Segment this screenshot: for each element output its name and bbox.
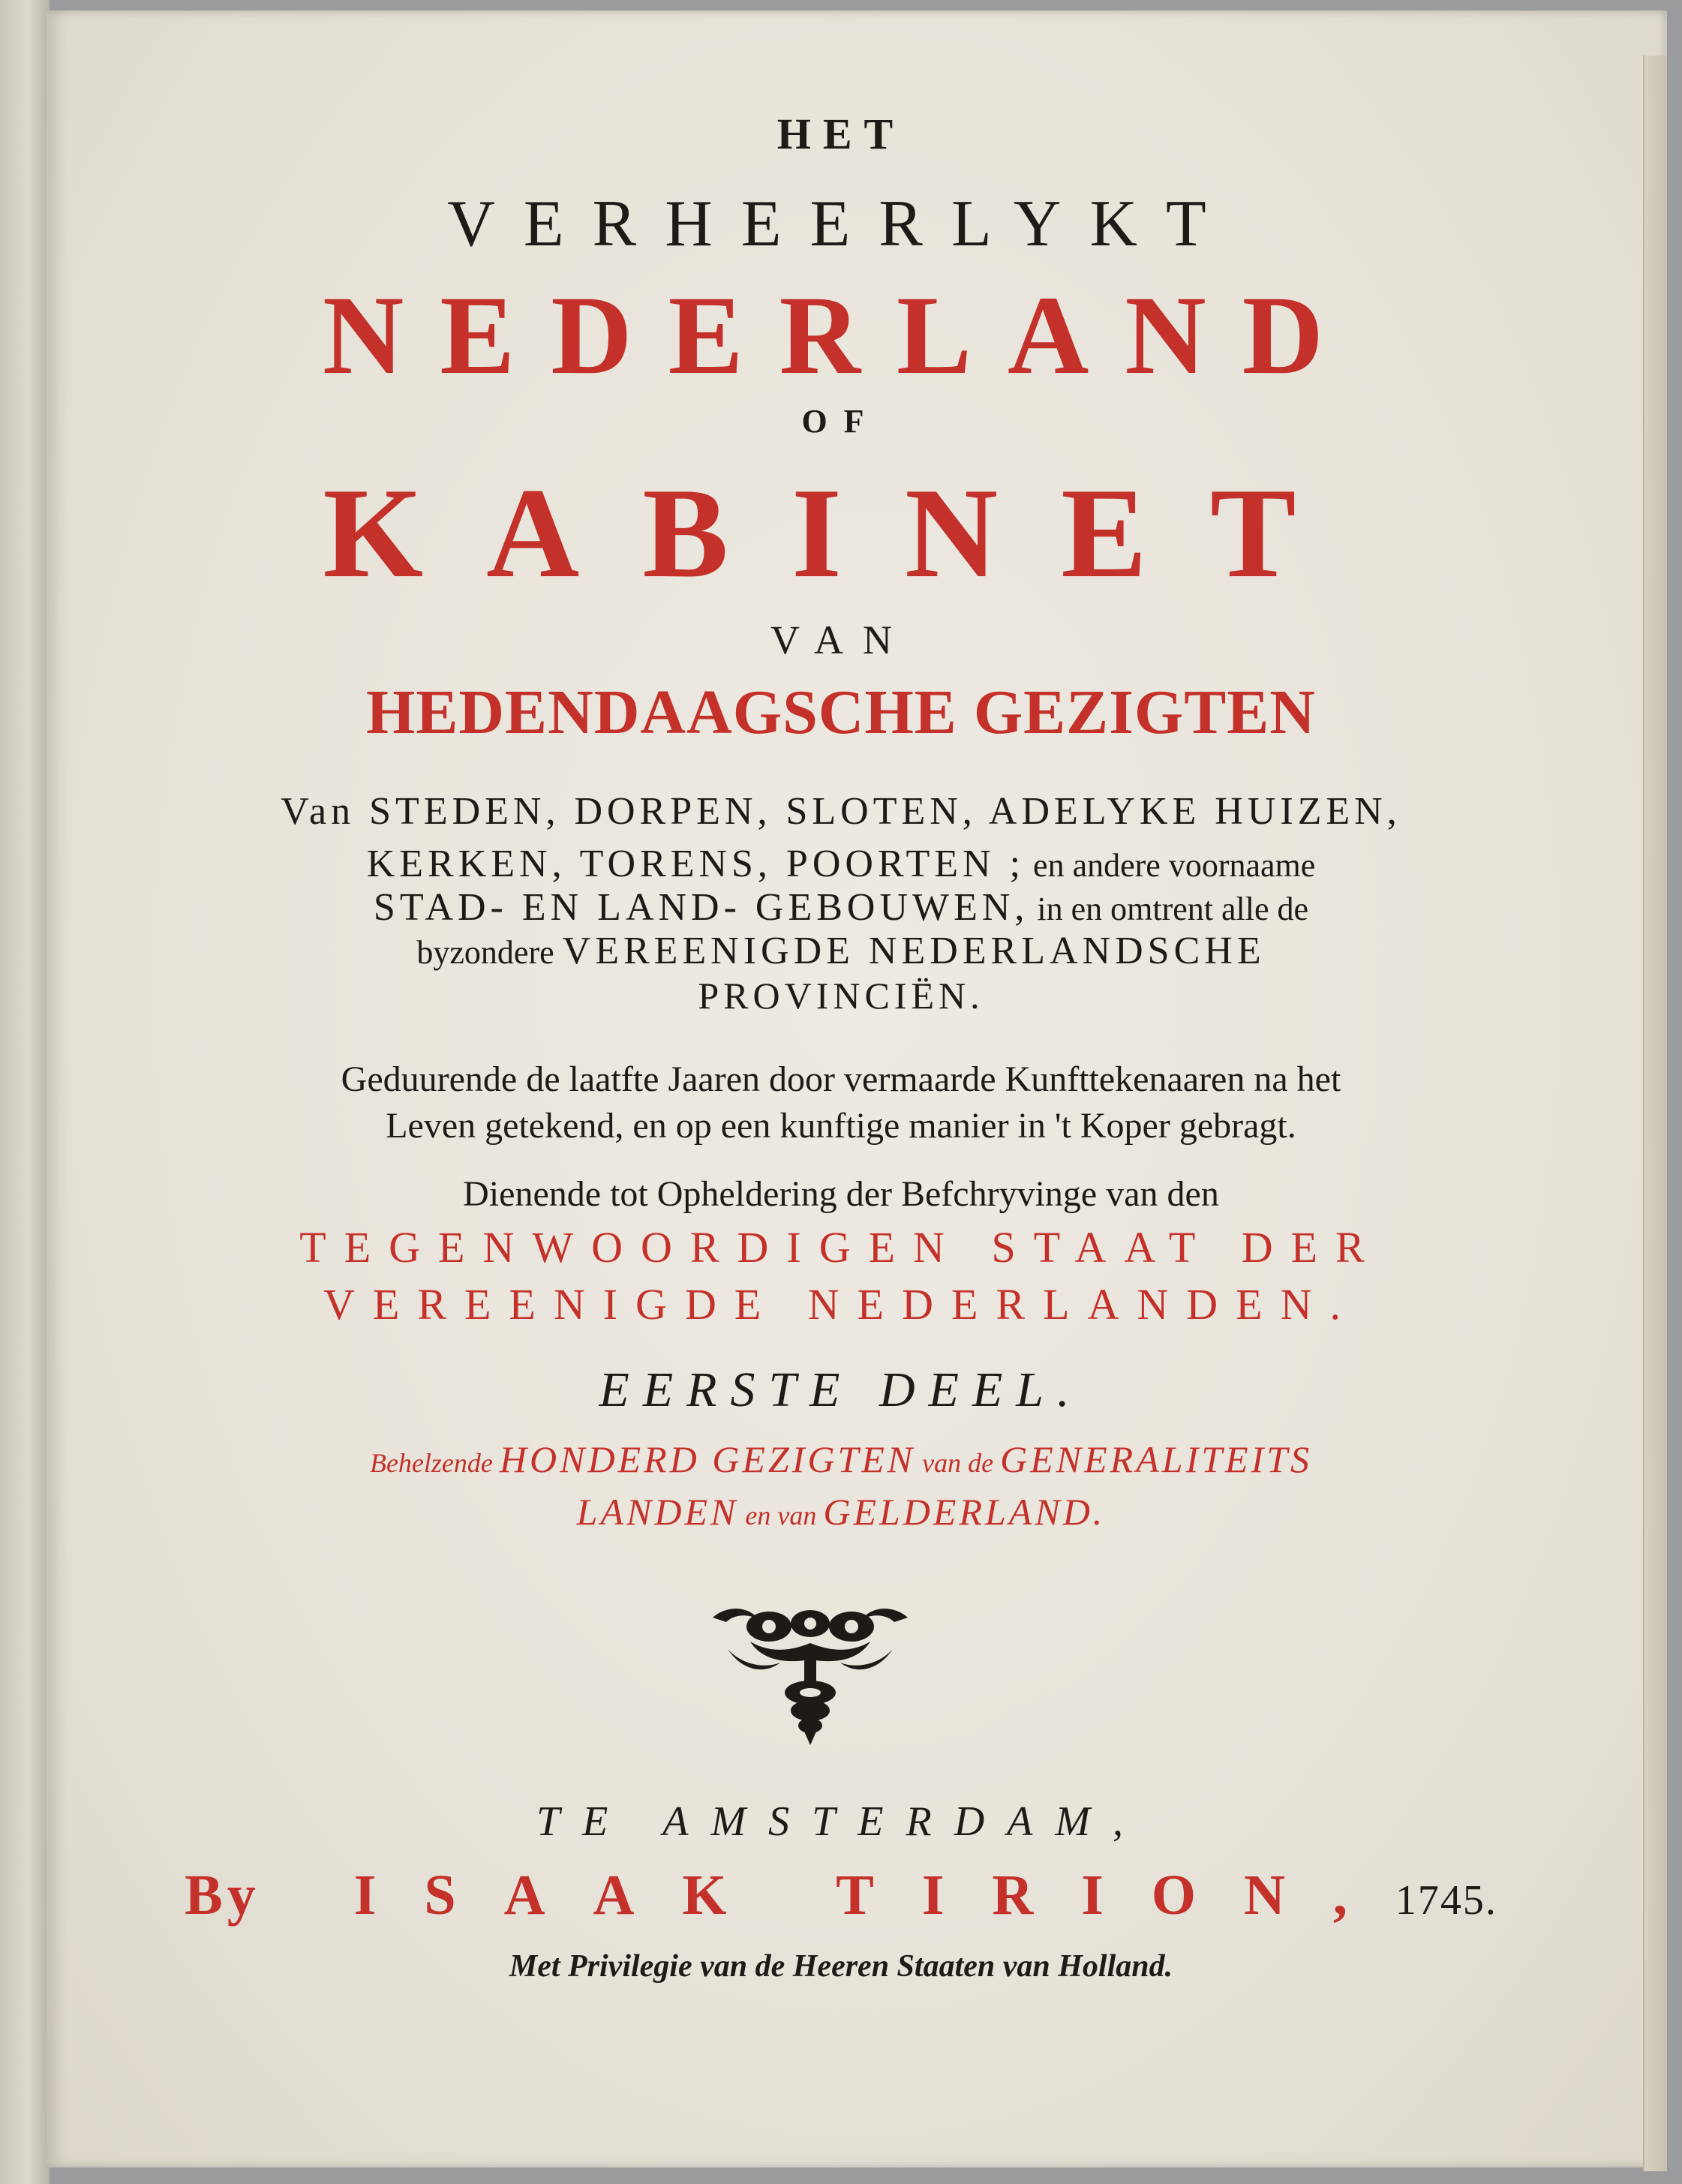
red-line-vereenigde: VEREENIGDE NEDERLANDEN. [323, 1280, 1359, 1329]
title-hedendaagsche-gezigten: HEDENDAAGSCHE GEZIGTEN [366, 677, 1316, 747]
subtitle-line-3-caps: STAD- EN LAND- GEBOUWEN, [373, 886, 1029, 929]
title-of: OF [801, 403, 881, 440]
subtitle-line-3 [0, 888, 1682, 927]
contents-line-1-a: Behelzende [369, 1448, 500, 1478]
title-kabinet: KABINET [323, 462, 1359, 605]
contents-line-1-b: HONDERD GEZIGTEN [499, 1438, 916, 1480]
contents-line-2-c: GELDERLAND. [823, 1491, 1106, 1533]
red-line-tegenwoordigen: TEGENWOORDIGEN STAAT DER [299, 1223, 1383, 1272]
description-line-3: Dienende tot Opheldering der Befchryvinge van den [463, 1174, 1219, 1214]
contents-line-1-d: GENERALITEITS [1000, 1438, 1313, 1480]
subtitle-line-4 [0, 932, 1682, 971]
subtitle-line-2-caps: KERKEN, TORENS, POORTEN ; [366, 843, 1026, 885]
contents-line-2 [0, 1493, 1682, 1531]
description-line-1: Geduurende de laatfte Jaaren door vermaarde Kunfttekenaaren na het [341, 1059, 1341, 1099]
contents-line-2-a: LANDEN [576, 1491, 739, 1533]
subtitle-line-4-caps: VEREENIGDE NEDERLANDSCHE [562, 930, 1266, 972]
publisher-name: ISAAK TIRION, [353, 1864, 1395, 1927]
description-line-2: Leven getekend, en op een kunftige manier in 't Koper gebragt. [386, 1106, 1296, 1146]
contents-line-1 [0, 1440, 1682, 1478]
publication-year: 1745. [1395, 1877, 1497, 1924]
contents-line-1-c: van de [915, 1448, 1001, 1478]
title-van: VAN [770, 617, 912, 662]
imprint-publisher [0, 1864, 1682, 1927]
imprint-by: By [185, 1864, 260, 1927]
imprint-place: TE AMSTERDAM, [536, 1798, 1146, 1845]
subtitle-line-1: Van STEDEN, DORPEN, SLOTEN, ADELYKE HUIZEN, [281, 790, 1401, 833]
contents-line-2-b: en van [738, 1501, 824, 1531]
printers-ornament-icon [705, 1597, 915, 1747]
title-het: HET [776, 110, 906, 158]
privilege-line: Met Privilegie van de Heeren Staaten van Holland. [509, 1949, 1173, 1984]
subtitle-line-3-small: in en omtrent alle de [1029, 891, 1309, 927]
subtitle-line-2 [0, 845, 1682, 884]
title-verheerlykt: VERHEERLYKT [447, 188, 1235, 260]
subtitle-line-2-small: en andere voornaame [1025, 847, 1316, 884]
volume-label: EERSTE DEEL. [599, 1362, 1083, 1417]
subtitle-line-5: PROVINCIËN. [698, 975, 984, 1017]
title-nederland: NEDERLAND [322, 273, 1360, 398]
subtitle-line-4-small: byzondere [416, 934, 563, 971]
